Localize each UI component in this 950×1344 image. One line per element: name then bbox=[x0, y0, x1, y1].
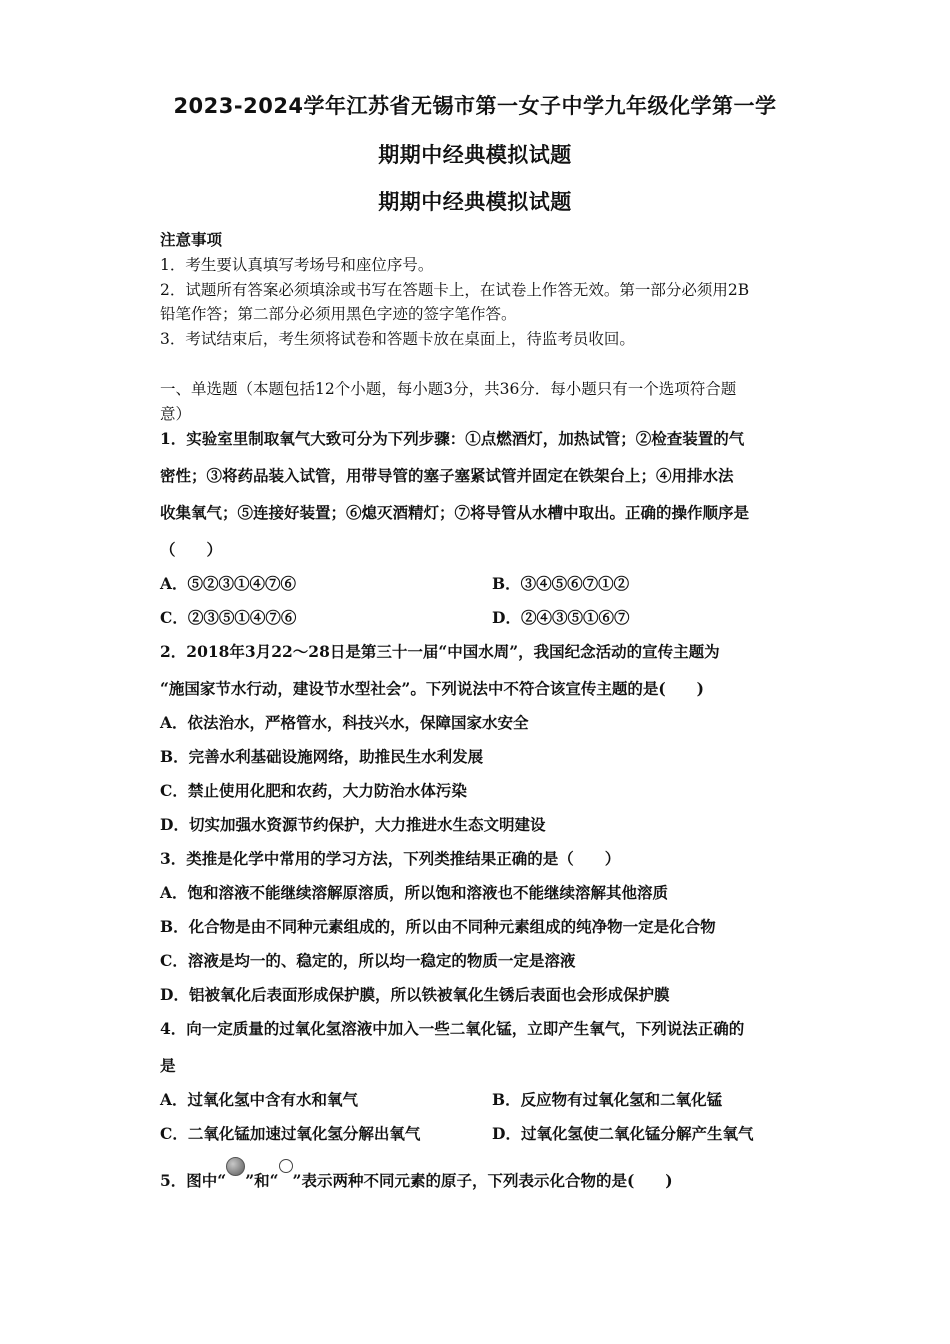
q3-stem: 3．类推是化学中常用的学习方法，下列类推结果正确的是（ ） bbox=[160, 849, 621, 868]
title-line-2: 期期中经典模拟试题 bbox=[378, 143, 572, 167]
q2-option-b: B．完善水利基础设施网络，助推民生水利发展 bbox=[160, 747, 484, 766]
q2-option-c: C．禁止使用化肥和农药，大力防治水体污染 bbox=[160, 781, 467, 800]
q3-option-a: A．饱和溶液不能继续溶解原溶质，所以饱和溶液也不能继续溶解其他溶质 bbox=[160, 883, 669, 902]
section-heading-cont: 意） bbox=[160, 405, 192, 423]
q2-option-d: D．切实加强水资源节约保护，大力推进水生态文明建设 bbox=[160, 815, 546, 834]
q5-stem-part-2: ”和“ bbox=[245, 1171, 279, 1190]
section-heading: 一、单选题（本题包括12个小题，每小题3分，共36分．每小题只有一个选项符合题 bbox=[160, 380, 737, 398]
q3-option-b: B．化合物是由不同种元素组成的，所以由不同种元素组成的纯净物一定是化合物 bbox=[160, 917, 716, 936]
q1-option-d: D．②④③⑤①⑥⑦ bbox=[492, 608, 630, 627]
q1-stem-2: 密性；③将药品装入试管，用带导管的塞子塞紧试管并固定在铁架台上；④用排水法 bbox=[160, 466, 734, 485]
notice-item-2: 2．试题所有答案必须填涂或书写在答题卡上，在试卷上作答无效。第一部分必须用2B bbox=[160, 281, 750, 299]
q4-option-a: A．过氧化氢中含有水和氧气 bbox=[160, 1090, 359, 1109]
q1-stem-4: （ ） bbox=[160, 540, 223, 559]
notice-item-3: 3．考试结束后，考生须将试卷和答题卡放在桌面上，待监考员收回。 bbox=[160, 330, 635, 348]
q1-stem-3: 收集氧气；⑤连接好装置；⑥熄灭酒精灯；⑦将导管从水槽中取出。正确的操作顺序是 bbox=[160, 503, 750, 522]
q5-stem-part-3: ”表示两种不同元素的原子，下列表示化合物的是( ) bbox=[292, 1171, 673, 1190]
q1-option-a: A．⑤②③①④⑦⑥ bbox=[160, 574, 297, 593]
gray-atom-icon bbox=[226, 1157, 245, 1176]
q4-option-b: B．反应物有过氧化氢和二氧化锰 bbox=[492, 1090, 723, 1109]
q4-option-c: C．二氧化锰加速过氧化氢分解出氧气 bbox=[160, 1124, 421, 1143]
q5-stem-part-1: 5．图中“ bbox=[160, 1171, 227, 1190]
q5-stem bbox=[160, 1169, 673, 1191]
notice-heading: 注意事项 bbox=[160, 230, 223, 249]
notice-item-1: 1．考生要认真填写考场号和座位序号。 bbox=[160, 256, 434, 274]
notice-item-2-cont: 铅笔作答；第二部分必须用黑色字迹的签字笔作答。 bbox=[160, 305, 517, 323]
q2-option-a: A．依法治水，严格管水，科技兴水，保障国家水安全 bbox=[160, 713, 529, 732]
q1-stem-1: 1．实验室里制取氧气大致可分为下列步骤：①点燃酒灯，加热试管；②检查装置的气 bbox=[160, 429, 745, 448]
q3-option-d: D．铝被氧化后表面形成保护膜，所以铁被氧化生锈后表面也会形成保护膜 bbox=[160, 985, 670, 1004]
q4-option-d: D．过氧化氢使二氧化锰分解产生氧气 bbox=[492, 1124, 754, 1143]
q2-stem-2: “施国家节水行动，建设节水型社会”。下列说法中不符合该宣传主题的是( ) bbox=[160, 679, 705, 698]
title-line-3: 期期中经典模拟试题 bbox=[378, 190, 572, 214]
white-atom-icon bbox=[279, 1159, 293, 1173]
q4-stem-2: 是 bbox=[160, 1056, 176, 1075]
title-line-1: 2023-2024学年江苏省无锡市第一女子中学九年级化学第一学 bbox=[173, 94, 777, 118]
q1-option-b: B．③④⑤⑥⑦①② bbox=[492, 574, 630, 593]
q4-stem-1: 4．向一定质量的过氧化氢溶液中加入一些二氧化锰，立即产生氧气，下列说法正确的 bbox=[160, 1019, 745, 1038]
q1-option-c: C．②③⑤①④⑦⑥ bbox=[160, 608, 297, 627]
q3-option-c: C．溶液是均一的、稳定的，所以均一稳定的物质一定是溶液 bbox=[160, 951, 576, 970]
q2-stem-1: 2．2018年3月22～28日是第三十一届“中国水周”，我国纪念活动的宣传主题为 bbox=[160, 642, 720, 661]
